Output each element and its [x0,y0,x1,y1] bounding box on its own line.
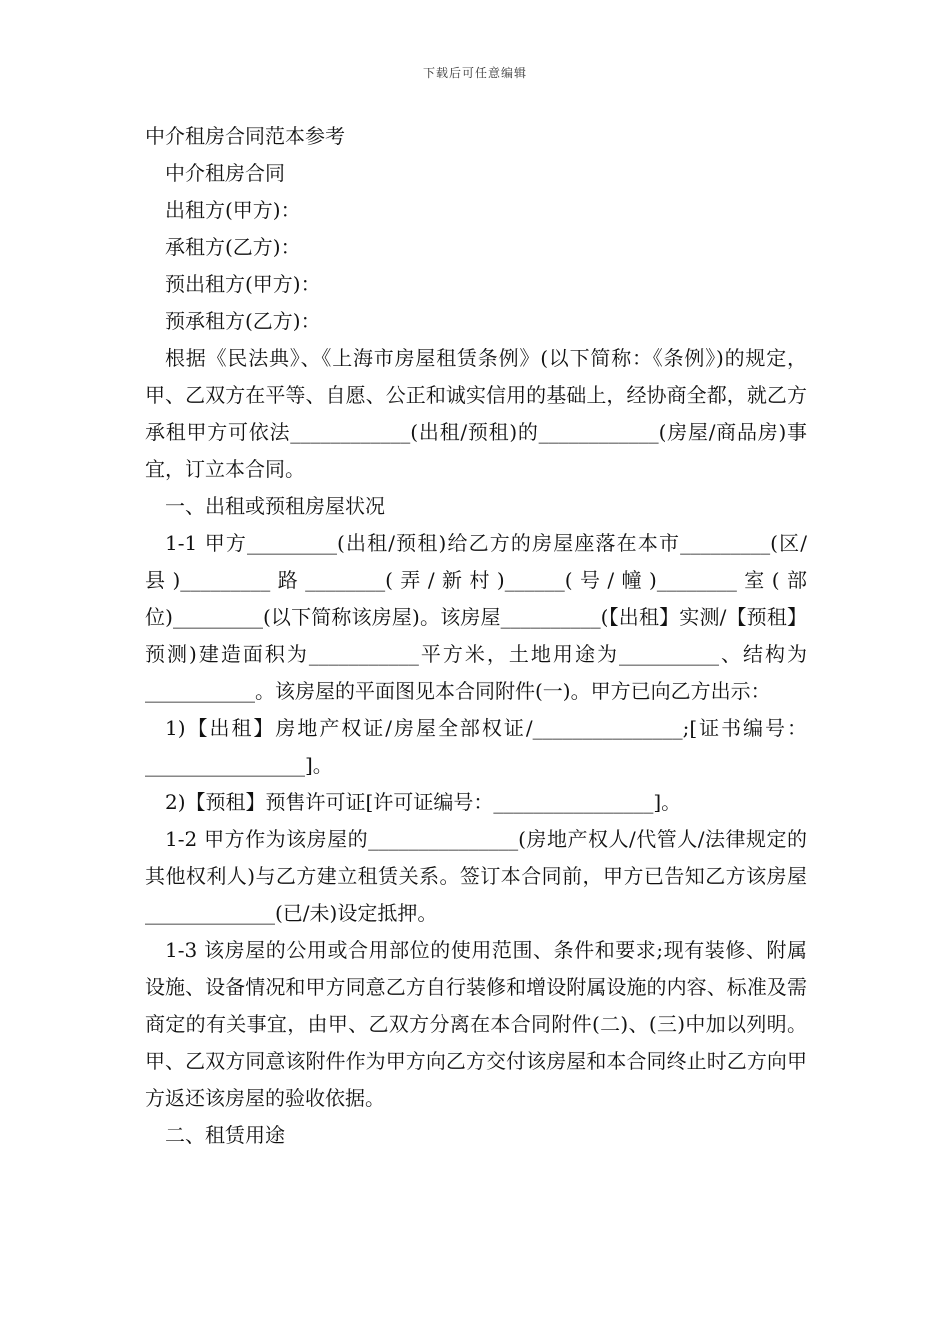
pre-lessor-field: 预出租方(甲方)： [165,272,321,296]
pre-lessee-field: 预承租方(乙方)： [165,309,321,333]
contract-name: 中介租房合同 [165,161,285,185]
clause-1-2: 1-2 甲方作为该房屋的_______________(房地产权人/代管人/法律规定的其他权利人)与乙方建立租赁关系。签订本合同前，甲方已告知乙方该房屋_____________(已/未)设定抵押。 [145,827,807,925]
lessor-field: 出租方(甲方)： [165,198,301,222]
document-title: 中介租房合同范本参考 [145,124,345,148]
header-note: 下载后可任意编辑 [422,66,527,80]
clause-1-3: 1-3 该房屋的公用或合用部位的使用范围、条件和要求;现有装修、附属设施、设备情况和甲方同意乙方自行装修和增设附属设施的内容、标准及需商定的有关事宜，由甲、乙双方分离在本合同附件(二)、(三)中加以列明。甲、乙双方同意该附件作为甲方向乙方交付该房屋和本合同终止时乙方向甲方返还该房屋的验收依据。 [145,938,807,1110]
section-heading-1: 一、出租或预租房屋状况 [165,494,385,518]
lessee-field: 承租方(乙方)： [165,235,301,259]
document-body [145,118,807,1154]
preamble-paragraph: 根据《民法典》、《上海市房屋租赁条例》(以下简称：《条例》)的规定，甲、乙双方在平等、自愿、公正和诚实信用的基础上，经协商全都，就乙方承租甲方可依法____________(出租/预租)的____________(房屋/商品房)事宜，订立本合同。 [145,346,807,481]
section-heading-2: 二、租赁用途 [165,1123,285,1147]
clause-1-1-item-1: 1)【出租】房地产权证/房屋全部权证/_______________;[证书编号：________________]。 [145,716,807,777]
clause-1-1: 1-1 甲方_________(出租/预租)给乙方的房屋座落在本市_________(区/县)_________路________(弄/新村)______(号/幢)________室(部位)_________(以下简称该房屋)。该房屋__________(【出租】实测/【预租】预测)建造面积为___________平方米，土地用途为__________、结构为___________。该房屋的平面图见本合同附件(一)。甲方已向乙方出示： [145,531,807,703]
clause-1-1-item-2: 2)【预租】预售许可证[许可证编号：________________]。 [165,790,682,814]
